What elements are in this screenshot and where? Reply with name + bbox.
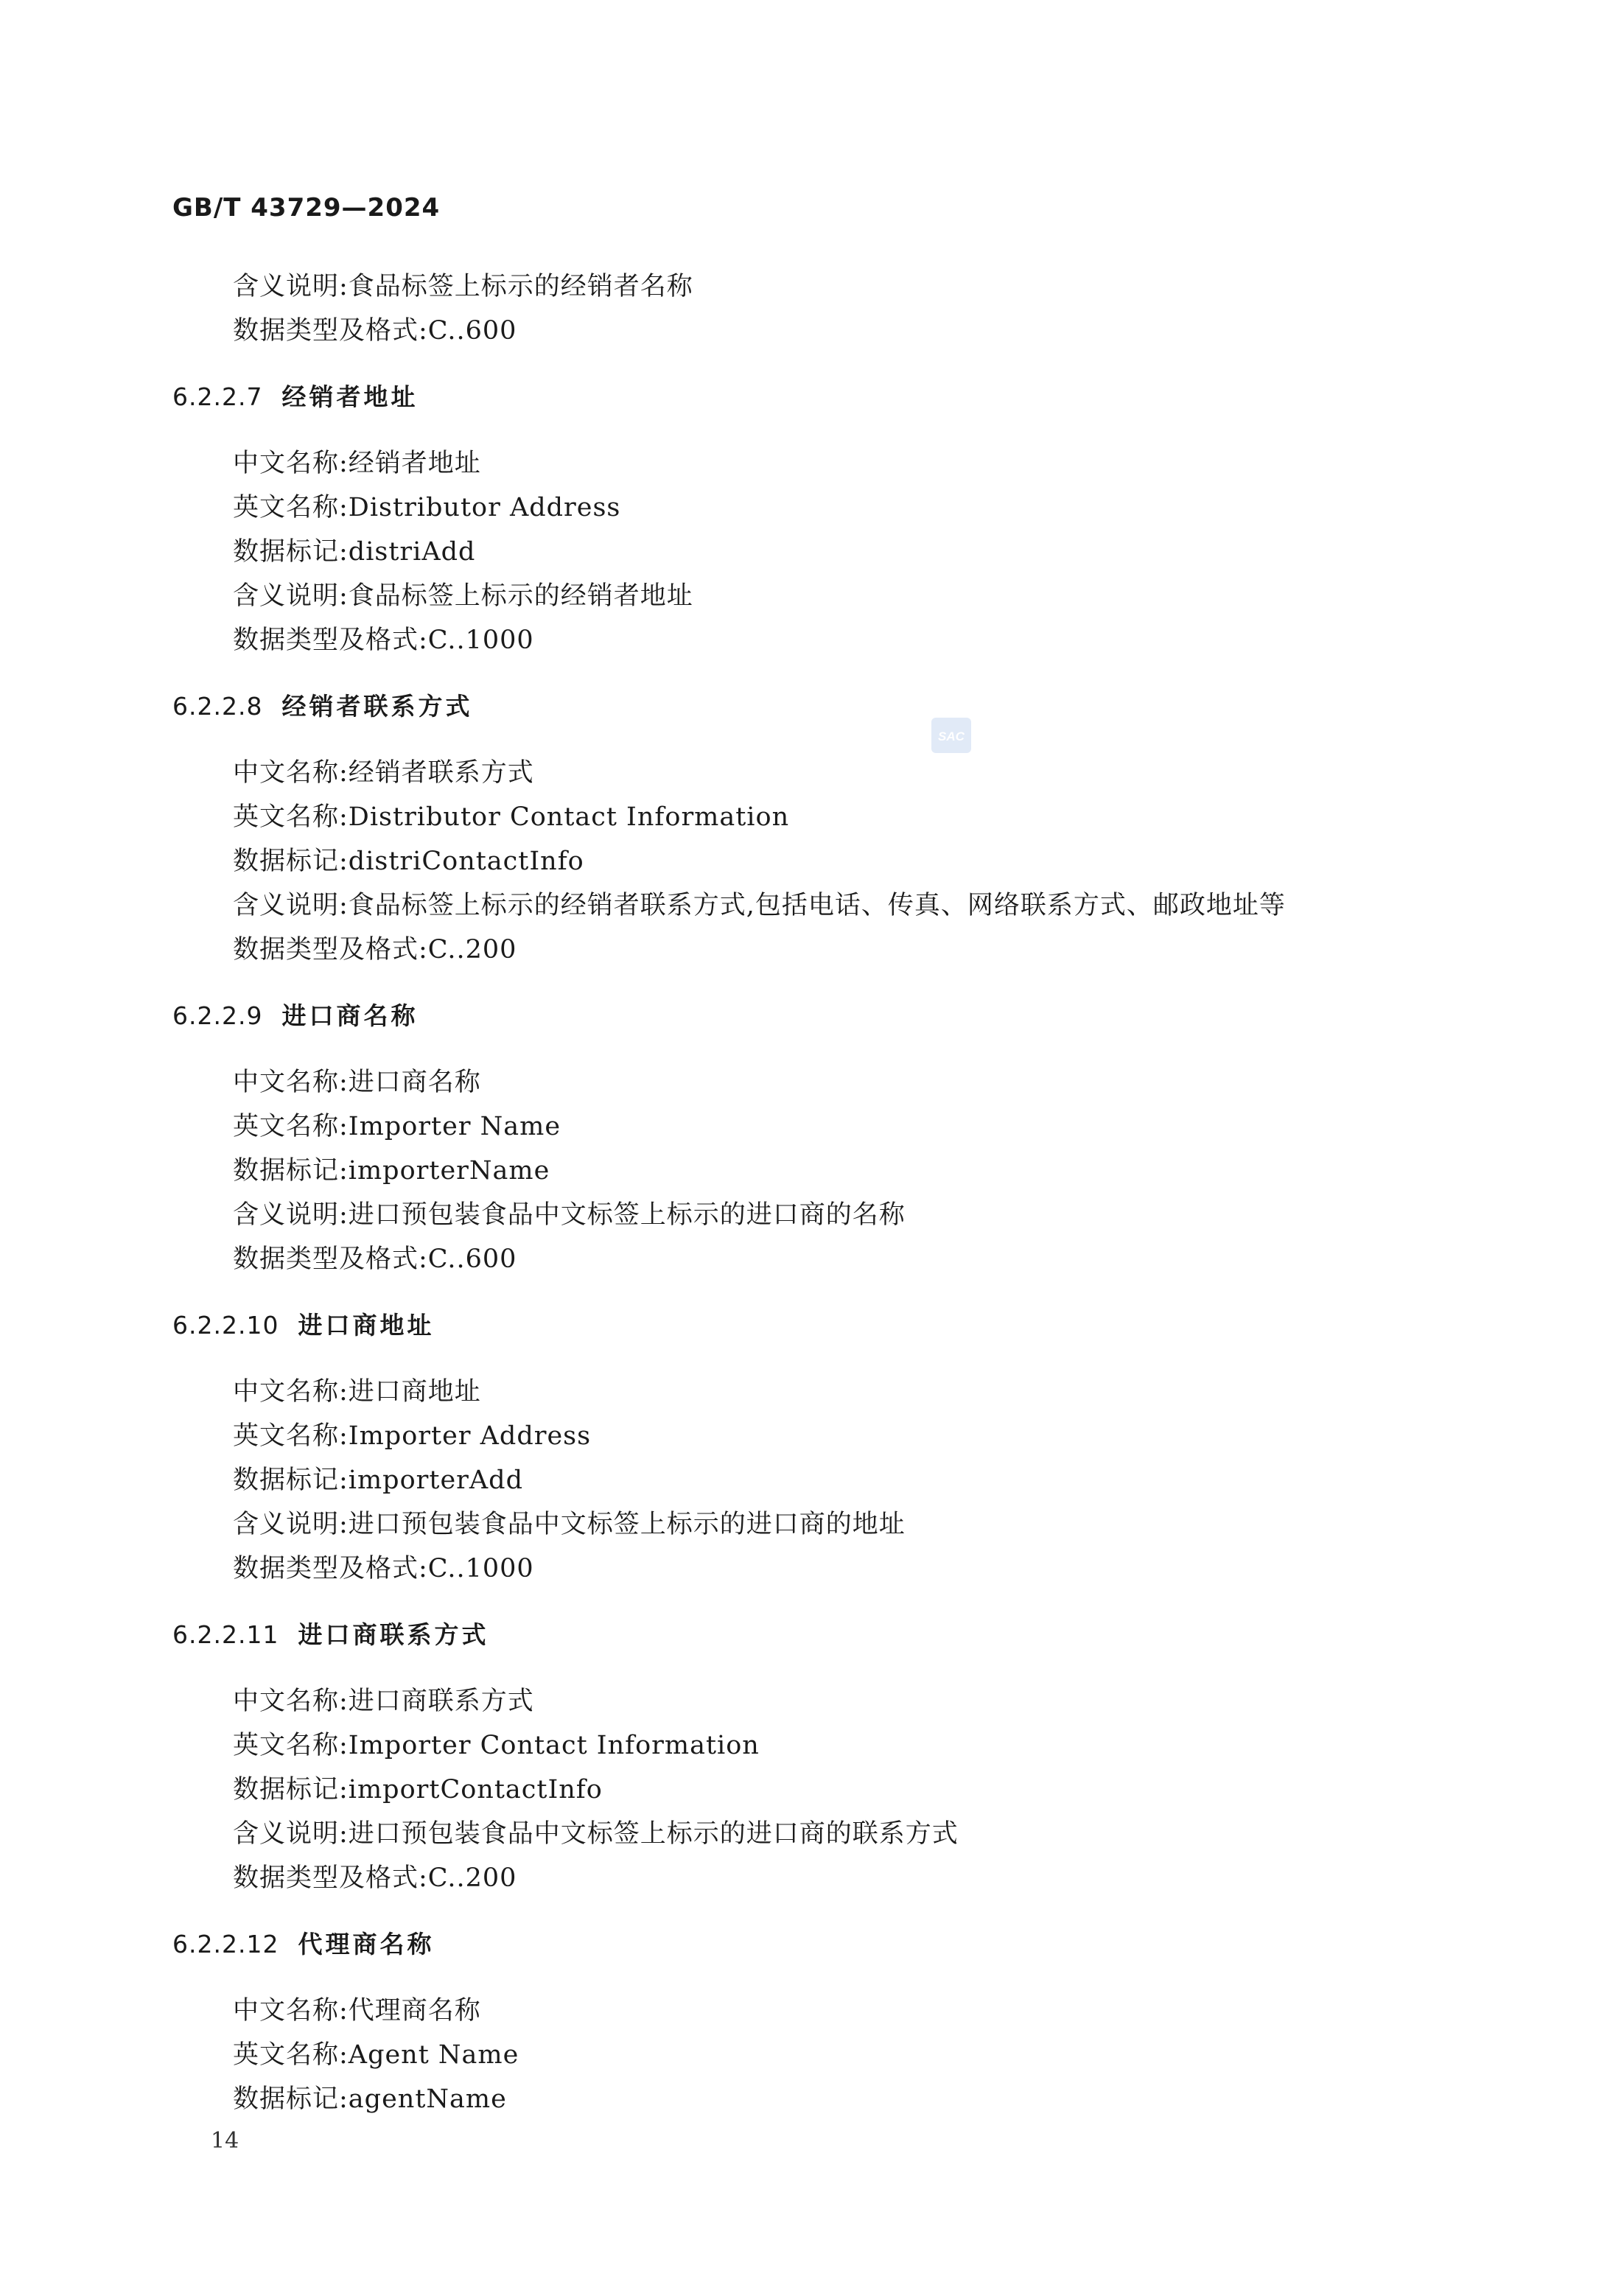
field-line: 含义说明:进口预包装食品中文标签上标示的进口商的联系方式 bbox=[233, 1819, 959, 1849]
section-heading bbox=[172, 1619, 489, 1651]
section-heading bbox=[172, 381, 418, 413]
field-line: 中文名称:进口商地址 bbox=[233, 1377, 481, 1407]
sac-watermark-icon bbox=[930, 715, 973, 756]
field-line: 含义说明:食品标签上标示的经销者联系方式,包括电话、传真、网络联系方式、邮政地址等 bbox=[233, 891, 1286, 920]
section-number: 6.2.2.7 bbox=[172, 382, 263, 411]
document-header: GB/T 43729—2024 bbox=[172, 193, 441, 223]
field-line: 中文名称:代理商名称 bbox=[233, 1996, 481, 2026]
section-title: 经销者地址 bbox=[281, 382, 419, 411]
section-heading bbox=[172, 1928, 434, 1961]
field-line: 含义说明:食品标签上标示的经销者地址 bbox=[233, 581, 693, 611]
field-line: 中文名称:进口商名称 bbox=[233, 1068, 481, 1097]
field-line: 数据类型及格式:C..600 bbox=[233, 316, 517, 346]
section-number: 6.2.2.11 bbox=[172, 1620, 279, 1649]
field-line: 英文名称:Distributor Contact Information bbox=[233, 802, 790, 832]
field-line: 英文名称:Distributor Address bbox=[233, 493, 621, 522]
section-heading bbox=[172, 1000, 418, 1032]
field-line: 数据标记:importContactInfo bbox=[233, 1775, 603, 1804]
section-number: 6.2.2.12 bbox=[172, 1930, 279, 1958]
section-number: 6.2.2.10 bbox=[172, 1311, 279, 1340]
section-title: 代理商名称 bbox=[298, 1930, 435, 1958]
section-title: 进口商联系方式 bbox=[298, 1620, 489, 1649]
section-number: 6.2.2.8 bbox=[172, 692, 263, 721]
field-line: 数据类型及格式:C..600 bbox=[233, 1244, 517, 1274]
section-heading bbox=[172, 1309, 434, 1342]
section-heading bbox=[172, 690, 472, 723]
field-line: 中文名称:经销者联系方式 bbox=[233, 758, 534, 788]
field-line: 数据标记:importerAdd bbox=[233, 1466, 523, 1495]
field-line: 中文名称:经销者地址 bbox=[233, 449, 481, 478]
field-line: 含义说明:进口预包装食品中文标签上标示的进口商的地址 bbox=[233, 1510, 906, 1539]
field-line: 英文名称:Importer Address bbox=[233, 1421, 592, 1451]
section-title: 进口商名称 bbox=[281, 1001, 419, 1030]
field-line: 英文名称:Importer Contact Information bbox=[233, 1731, 760, 1760]
section-title: 经销者联系方式 bbox=[281, 692, 473, 721]
field-line: 数据标记:distriAdd bbox=[233, 537, 476, 567]
field-line: 数据标记:importerName bbox=[233, 1156, 550, 1186]
field-line: 数据类型及格式:C..200 bbox=[233, 1863, 517, 1893]
field-line: 中文名称:进口商联系方式 bbox=[233, 1687, 534, 1716]
section-title: 进口商地址 bbox=[298, 1311, 435, 1340]
field-line: 数据标记:distriContactInfo bbox=[233, 847, 584, 876]
field-line: 含义说明:食品标签上标示的经销者名称 bbox=[233, 272, 693, 301]
field-line: 含义说明:进口预包装食品中文标签上标示的进口商的名称 bbox=[233, 1200, 906, 1230]
page-number: 14 bbox=[211, 2128, 239, 2154]
field-line: 数据标记:agentName bbox=[233, 2084, 507, 2114]
watermark-text: SAC bbox=[938, 729, 965, 743]
section-number: 6.2.2.9 bbox=[172, 1001, 263, 1030]
field-line: 英文名称:Agent Name bbox=[233, 2040, 519, 2070]
field-line: 英文名称:Importer Name bbox=[233, 1112, 561, 1141]
field-line: 数据类型及格式:C..1000 bbox=[233, 626, 534, 655]
field-line: 数据类型及格式:C..1000 bbox=[233, 1554, 534, 1583]
field-line: 数据类型及格式:C..200 bbox=[233, 935, 517, 965]
